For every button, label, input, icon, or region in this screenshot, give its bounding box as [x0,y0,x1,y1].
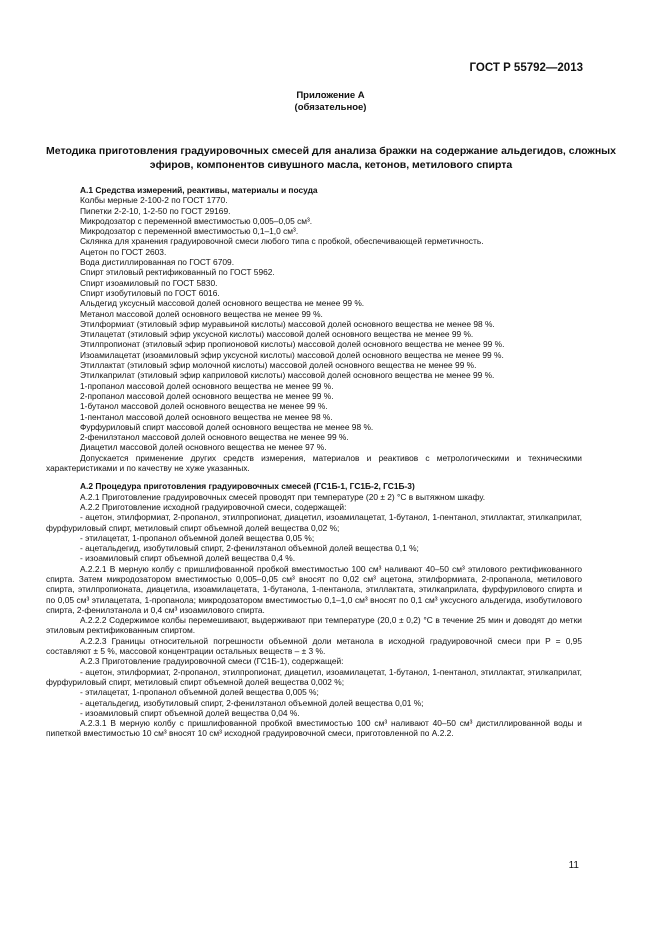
list-item: Спирт этиловый ректификованный по ГОСТ 5962. [80,267,275,278]
list-item: Диацетил массовой долей основного вещества не менее 97 %. [80,442,327,453]
list-item: 2-пропанол массовой долей основного вещества не менее 99 %. [80,390,334,401]
list-item: Микродозатор с переменной вместимостью 0,005–0,05 см³. [80,215,313,226]
list-item: Этиллактат (этиловый эфир молочной кислоты) массовой долей основного вещества не менее 99 %. [80,360,477,371]
paragraph: - ацетон, этилформиат, 2-пропанол, этилпропионат, диацетил, изоамилацетат, 1-бутанол, 1-пентанол, этиллактат, этилкаприлат, фурфуриловый спирт, метиловый спирт объемной долей вещества 0,02 %; [46,512,582,533]
document-id: ГОСТ Р 55792—2013 [469,62,583,74]
section-a1-heading: А.1 Средства измерений, реактивы, материалы и посуда [80,185,318,195]
list-item: Спирт изобутиловый по ГОСТ 6016. [80,287,220,298]
paragraph: А.2.2.3 Границы относительной погрешности объемной доли метанола в исходной градуировочной смеси при P = 0,95 составляют ± 5 %, массовой концентрации остальных веществ – ± 3 %. [46,635,582,657]
section-a2-heading: А.2 Процедура приготовления градуировочных смесей (ГС1Б-1, ГС1Б-2, ГС1Б-3) [80,481,415,492]
list-item: Пипетки 2-2-10, 1-2-50 по ГОСТ 29169. [80,205,231,216]
paragraph: - ацетальдегид, изобутиловый спирт, 2-фенилэтанол объемной долей вещества 0,01 %; [80,697,424,708]
list-item: 2-фенилэтанол массовой долей основного вещества не менее 99 %. [80,432,349,443]
list-item: Этилкаприлат (этиловый эфир каприловой кислоты) массовой долей основного вещества не менее 99 %. [80,370,495,381]
paragraph: А.2.2.2 Содержимое колбы перемешивают, выдерживают при температуре (20,0 ± 0,2) °С в течение 25 мин и доводят до метки этиловым ректификованным спиртом. [46,615,582,636]
list-item: Изоамилацетат (изоамиловый эфир уксусной кислоты) массовой долей основного вещества не менее 99 %. [80,349,504,360]
list-item: Вода дистиллированная по ГОСТ 6709. [80,257,235,268]
document-body [46,185,582,739]
paragraph: - изоамиловый спирт объемной долей вещества 0,4 %. [80,553,296,564]
paragraph: - изоамиловый спирт объемной долей вещества 0,04 %. [80,707,300,718]
paragraph: - этилацетат, 1-пропанол объемной долей вещества 0,05 %; [80,532,315,543]
list-item: Ацетон по ГОСТ 2603. [80,246,167,257]
section-a2-list [46,492,582,739]
list-item: 1-бутанол массовой долей основного вещества не менее 99 %. [80,401,328,412]
list-item: Этилацетат (этиловый эфир уксусной кислоты) массовой долей основного вещества не менее 99 %. [80,329,474,340]
appendix-heading [0,90,661,114]
list-item: Микродозатор с переменной вместимостью 0,1–1,0 см³. [80,226,299,237]
appendix-label: Приложение А [296,90,365,101]
section-a1-list [46,195,582,473]
paragraph: - ацетон, этилформиат, 2-пропанол, этилпропионат, диацетил, изоамилацетат, 1-бутанол, 1-пентанол, этиллактат, этилкаприлат, фурфуриловый спирт, метиловый спирт объемной долей вещества 0,002 %; [46,666,582,687]
list-item: Допускается применение других средств измерения, материалов и реактивов с метрологическими и техническими характеристиками и по качеству не хуже указанных. [46,452,582,474]
paragraph: - ацетальдегид, изобутиловый спирт, 2-фенилэтанол объемной долей вещества 0,1 %; [80,543,419,554]
list-item: Этилформиат (этиловый эфир муравьиной кислоты) массовой долей основного вещества не менее 98 %. [80,318,495,329]
list-item: 1-пентанол массовой долей основного вещества не менее 98 %. [80,411,333,422]
list-item: Колбы мерные 2-100-2 по ГОСТ 1770. [80,195,228,206]
list-item: 1-пропанол массовой долей основного вещества не менее 99 %. [80,380,334,391]
list-item: Склянка для хранения градуировочной смеси любого типа с пробкой, обеспечивающей герметичность. [80,236,484,247]
paragraph: А.2.3 Приготовление градуировочной смеси (ГС1Б-1), содержащей: [80,656,344,667]
list-item: Метанол массовой долей основного вещества не менее 99 %. [80,308,323,319]
list-item: Этилпропионат (этиловый эфир пропионовой кислоты) массовой долей основного вещества не менее 99 %. [80,339,505,350]
paragraph: А.2.1 Приготовление градуировочных смесей проводят при температуре (20 ± 2) °С в вытяжном шкафу. [80,491,486,502]
paragraph: - этилацетат, 1-пропанол объемной долей вещества 0,005 %; [80,687,319,698]
list-item: Спирт изоамиловый по ГОСТ 5830. [80,277,218,288]
page-number: 11 [568,860,579,871]
paragraph: А.2.2.1 В мерную колбу с пришлифованной пробкой вместимостью 100 см³ наливают 40–50 см³ этилового ректификованного спирта. Затем микродозатором вместимостью 0,005–0,05 см³ вносят по 0,02 см³ ацетона, этилформиата, 2-пропанола, метилового спирта, этилпропионата, диацетила, изоамилацетата, 1-бутанола, 1-пентанола, этиллактата, этилкаприлата, фурфурилового спирта и по 0,05 см³ этилацетата, 1-пропанола; микродозатором вместимостью 0,1–1,0 см³ вносят по 0,1 см³ уксусного альдегида, изобутилового спирта, 2-фенилэтанола и 0,4 см³ изоамилового спирта. [46,563,582,615]
list-item: Фурфуриловый спирт массовой долей основного вещества не менее 98 %. [80,421,374,432]
appendix-status: (обязательное) [294,102,367,113]
paragraph: А.2.3.1 В мерную колбу с пришлифованной пробкой вместимостью 100 см³ наливают 40–50 см³ дистиллированной воды и пипеткой вместимостью 10 см³ вносят 10 см³ исходной градуировочной смеси, приготовленной по А.2.2. [46,718,582,739]
list-item: Альдегид уксусный массовой долей основного вещества не менее 99 %. [80,298,365,309]
document-title: Методика приготовления градуировочных смесей для анализа бражки на содержание альдегидов, сложных эфиров, компонентов сивушного масла, кетонов, метилового спирта [46,145,616,171]
paragraph: А.2.2 Приготовление исходной градуировочной смеси, содержащей: [80,501,347,512]
